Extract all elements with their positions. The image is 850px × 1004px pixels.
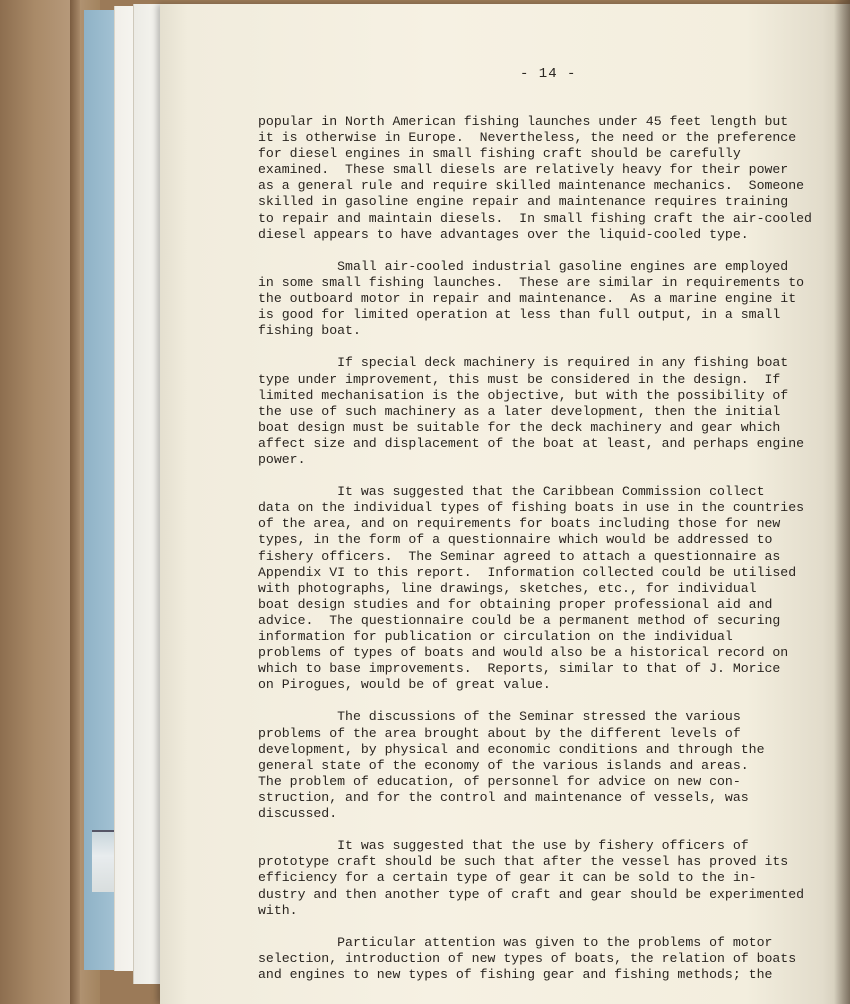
text-line: boat design studies and for obtaining proper professional aid and — [258, 596, 773, 612]
text-line: of the area, and on requirements for boats including those for new — [258, 516, 781, 532]
book-gutter-shadow — [834, 0, 850, 1004]
text-line: skilled in gasoline engine repair and maintenance requires training — [258, 194, 789, 210]
text-line: to repair and maintain diesels. In small fishing craft the air-cooled — [258, 210, 812, 226]
text-line: If special deck machinery is required in any fishing boat — [258, 355, 789, 371]
text-line: types, in the form of a questionnaire which would be addressed to — [258, 532, 773, 548]
text-line: The problem of education, of personnel for advice on new con- — [258, 773, 741, 789]
text-line: as a general rule and require skilled maintenance mechanics. Someone — [258, 178, 805, 194]
text-line: for diesel engines in small fishing craft should be carefully — [258, 146, 741, 162]
text-line: It was suggested that the use by fishery officers of — [258, 838, 749, 854]
text-line: the outboard motor in repair and maintenance. As a marine engine it — [258, 291, 797, 307]
text-line: limited mechanisation is the objective, but with the possibility of — [258, 387, 789, 403]
text-line: diesel appears to have advantages over the liquid-cooled type. — [258, 226, 749, 242]
paragraph — [258, 484, 805, 693]
text-line: The discussions of the Seminar stressed the various — [258, 709, 741, 725]
paragraph — [258, 709, 798, 822]
text-line: on Pirogues, would be of great value. — [258, 677, 551, 693]
paragraph — [258, 114, 812, 243]
text-line: problems of types of boats and would also be a historical record on — [258, 645, 789, 661]
text-line: type under improvement, this must be considered in the design. If — [258, 371, 781, 387]
text-line: the use of such machinery as a later development, then the initial — [258, 403, 781, 419]
paragraph — [258, 355, 805, 468]
text-line: data on the individual types of fishing boats in use in the countries — [258, 500, 805, 516]
text-line: information for publication or circulation on the individual — [258, 629, 733, 644]
page-number: - 14 - — [520, 66, 577, 82]
text-line: efficiency for a certain type of gear it can be sold to the in- — [258, 870, 757, 886]
text-line: dustry and then another type of craft and gear should be experimented — [258, 886, 805, 902]
text-line: advice. The questionnaire could be a permanent method of securing — [258, 612, 781, 628]
text-line: problems of the area brought about by the different levels of — [258, 725, 741, 741]
text-line: is good for limited operation at less than full output, in a small — [258, 307, 781, 323]
text-line: with photographs, line drawings, sketches, etc., for individual — [258, 580, 757, 596]
text-line: which to base improvements. Reports, similar to that of J. Morice — [258, 661, 781, 677]
text-line: Appendix VI to this report. Information collected could be utilised — [258, 564, 797, 580]
text-line: with. — [258, 902, 298, 918]
text-line: general state of the economy of the various islands and areas. — [258, 757, 749, 773]
text-line: power. — [258, 451, 306, 467]
text-line: examined. These small diesels are relatively heavy for their power — [258, 162, 789, 178]
text-line: boat design must be suitable for the deck machinery and gear which — [258, 419, 781, 435]
page-body-text — [258, 114, 812, 999]
text-line: popular in North American fishing launches under 45 feet length but — [258, 114, 789, 129]
text-line: prototype craft should be such that after the vessel has proved its — [258, 854, 789, 870]
text-line: fishery officers. The Seminar agreed to attach a questionnaire as — [258, 548, 781, 564]
text-line: struction, and for the control and maintenance of vessels, was — [258, 789, 749, 805]
text-line: fishing boat. — [258, 323, 361, 339]
text-line: discussed. — [258, 806, 338, 822]
text-line: Small air-cooled industrial gasoline engines are employed — [258, 258, 789, 274]
text-line: It was suggested that the Caribbean Commission collect — [258, 484, 765, 500]
text-line: and engines to new types of fishing gear and fishing methods; the — [258, 966, 773, 982]
paragraph — [258, 935, 798, 983]
text-line: it is otherwise in Europe. Nevertheless, the need or the preference — [258, 130, 797, 146]
text-line: in some small fishing launches. These are similar in requirements to — [258, 274, 805, 290]
envelope-fold — [70, 0, 80, 1004]
text-line: affect size and displacement of the boat at least, and perhaps engine — [258, 435, 805, 451]
paragraph — [258, 838, 805, 918]
paragraph — [258, 258, 805, 339]
text-line: development, by physical and economic conditions and through the — [258, 741, 765, 757]
text-line: Particular attention was given to the problems of motor — [258, 934, 773, 950]
text-line: selection, introduction of new types of boats, the relation of boats — [258, 950, 797, 966]
